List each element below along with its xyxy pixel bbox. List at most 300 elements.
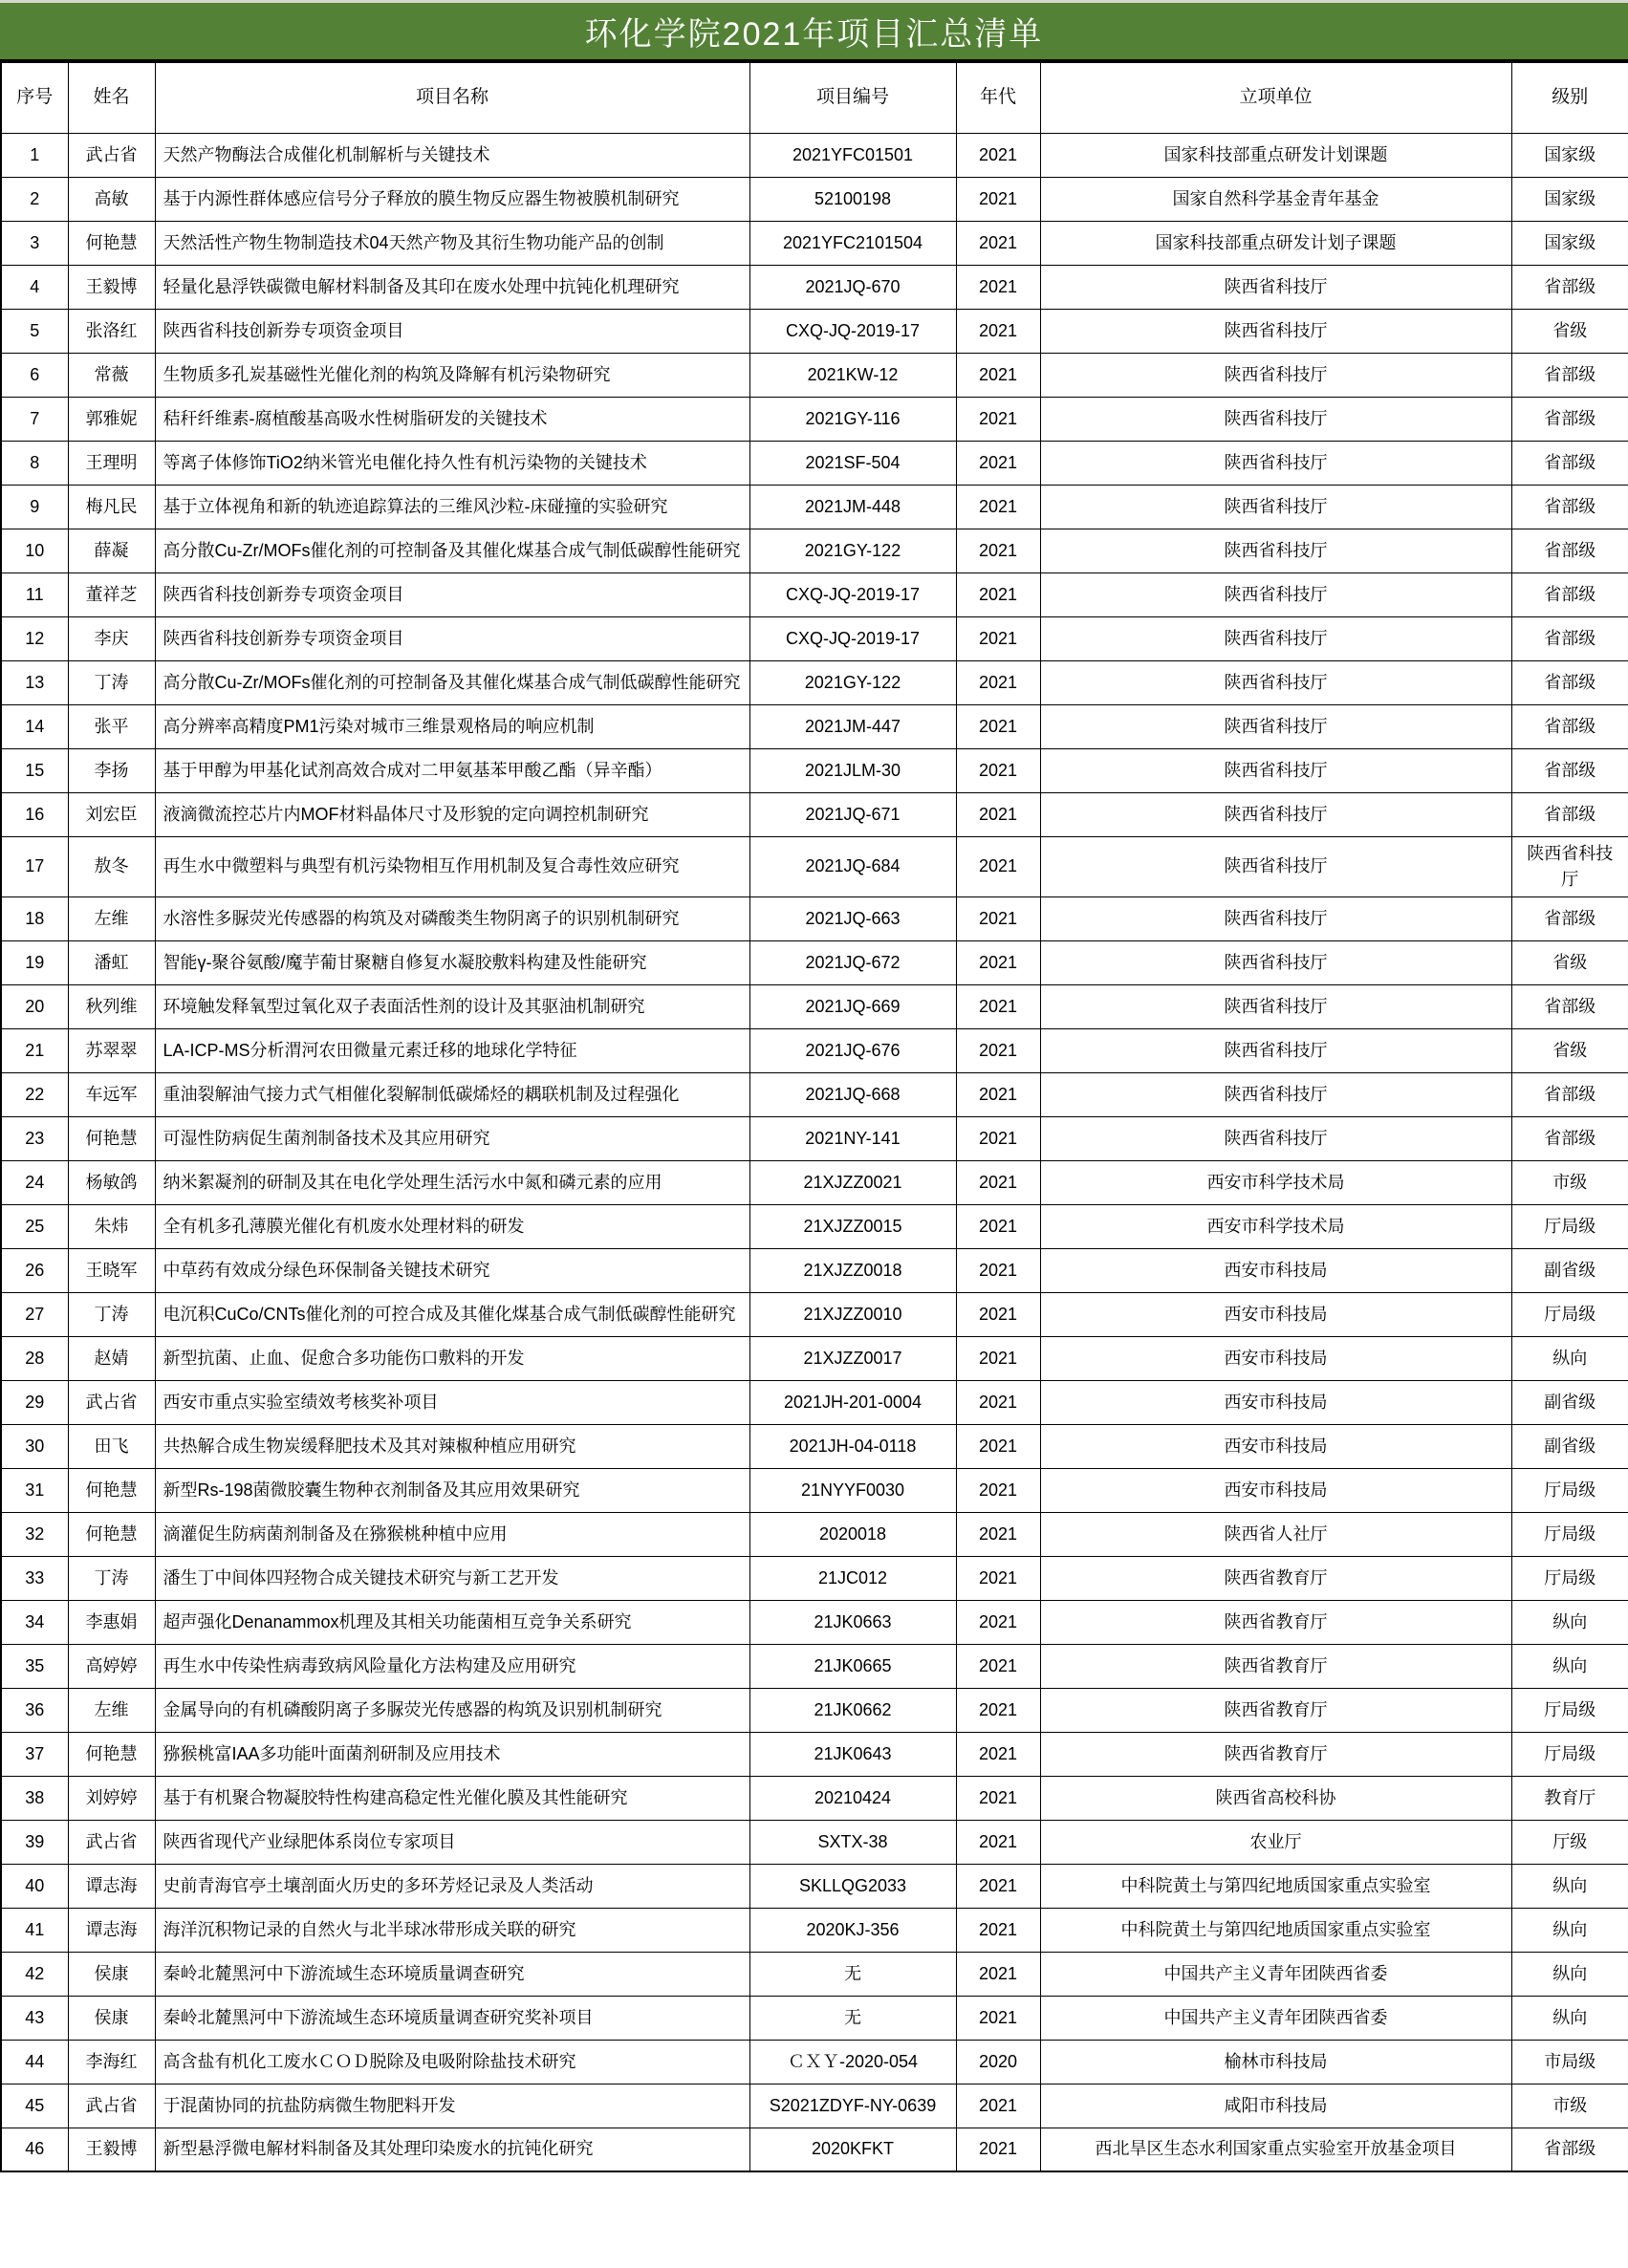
cell-name: 丁涛 <box>68 660 155 704</box>
cell-name: 朱炜 <box>68 1204 155 1248</box>
cell-unit: 陕西省教育厅 <box>1040 1688 1511 1732</box>
cell-project-no: 2020KFKT <box>749 2128 956 2171</box>
cell-unit: 陕西省科技厅 <box>1040 1028 1511 1072</box>
cell-project-name: 滴灌促生防病菌剂制备及在猕猴桃种植中应用 <box>155 1512 749 1556</box>
cell-project-name: 西安市重点实验室绩效考核奖补项目 <box>155 1380 749 1424</box>
cell-project-no: 21JK0665 <box>749 1644 956 1688</box>
cell-level: 省部级 <box>1511 792 1628 836</box>
cell-name: 刘宏臣 <box>68 792 155 836</box>
cell-unit: 陕西省科技厅 <box>1040 265 1511 309</box>
cell-name: 敖冬 <box>68 836 155 896</box>
cell-seq: 19 <box>1 940 68 984</box>
cell-project-no: 2021JQ-670 <box>749 265 956 309</box>
cell-unit: 西安市科技局 <box>1040 1336 1511 1380</box>
cell-unit: 陕西省科技厅 <box>1040 836 1511 896</box>
table-row <box>1 1688 1628 1732</box>
table-row <box>1 1644 1628 1688</box>
cell-level: 国家级 <box>1511 221 1628 265</box>
cell-level: 省部级 <box>1511 704 1628 748</box>
cell-project-name: 液滴微流控芯片内MOF材料晶体尺寸及形貌的定向调控机制研究 <box>155 792 749 836</box>
cell-level: 厅局级 <box>1511 1468 1628 1512</box>
cell-level: 纵向 <box>1511 1864 1628 1908</box>
cell-unit: 西安市科技局 <box>1040 1248 1511 1292</box>
cell-project-name: 潘生丁中间体四羟物合成关键技术研究与新工艺开发 <box>155 1556 749 1600</box>
cell-unit: 陕西省科技厅 <box>1040 485 1511 529</box>
cell-year: 2021 <box>956 397 1040 441</box>
table-row <box>1 1292 1628 1336</box>
table-row <box>1 2040 1628 2084</box>
table-row <box>1 748 1628 792</box>
table-row <box>1 2084 1628 2128</box>
cell-project-no: CXQ-JQ-2019-17 <box>749 616 956 660</box>
cell-project-name: 中草药有效成分绿色环保制备关键技术研究 <box>155 1248 749 1292</box>
cell-unit: 国家科技部重点研发计划子课题 <box>1040 221 1511 265</box>
cell-project-name: 生物质多孔炭基磁性光催化剂的构筑及降解有机污染物研究 <box>155 353 749 397</box>
cell-project-no: 2021NY-141 <box>749 1116 956 1160</box>
table-row <box>1 1116 1628 1160</box>
cell-level: 省部级 <box>1511 984 1628 1028</box>
header-project-no: 项目编号 <box>749 62 956 133</box>
cell-year: 2021 <box>956 1336 1040 1380</box>
cell-year: 2021 <box>956 485 1040 529</box>
cell-seq: 1 <box>1 133 68 177</box>
cell-level: 省部级 <box>1511 485 1628 529</box>
cell-seq: 33 <box>1 1556 68 1600</box>
cell-name: 左维 <box>68 1688 155 1732</box>
cell-project-name: 高分散Cu-Zr/MOFs催化剂的可控制备及其催化煤基合成气制低碳醇性能研究 <box>155 529 749 572</box>
cell-unit: 农业厅 <box>1040 1820 1511 1864</box>
cell-project-no: 无 <box>749 1996 956 2040</box>
cell-name: 何艳慧 <box>68 1116 155 1160</box>
cell-seq: 11 <box>1 572 68 616</box>
cell-project-no: 2021YFC2101504 <box>749 221 956 265</box>
cell-name: 王毅博 <box>68 2128 155 2171</box>
cell-unit: 中国共产主义青年团陕西省委 <box>1040 1952 1511 1996</box>
cell-name: 杨敏鸽 <box>68 1160 155 1204</box>
cell-seq: 29 <box>1 1380 68 1424</box>
cell-name: 武占省 <box>68 2084 155 2128</box>
cell-unit: 榆林市科技局 <box>1040 2040 1511 2084</box>
cell-project-name: 陕西省科技创新券专项资金项目 <box>155 309 749 353</box>
cell-level: 副省级 <box>1511 1380 1628 1424</box>
cell-year: 2021 <box>956 1952 1040 1996</box>
table-row <box>1 2128 1628 2171</box>
cell-unit: 西安市科技局 <box>1040 1424 1511 1468</box>
header-level: 级别 <box>1511 62 1628 133</box>
cell-name: 何艳慧 <box>68 1468 155 1512</box>
cell-level: 厅局级 <box>1511 1204 1628 1248</box>
cell-level: 国家级 <box>1511 133 1628 177</box>
cell-project-no: 2021GY-116 <box>749 397 956 441</box>
cell-project-name: 基于立体视角和新的轨迹追踪算法的三维风沙粒-床碰撞的实验研究 <box>155 485 749 529</box>
cell-project-no: 21XJZZ0018 <box>749 1248 956 1292</box>
cell-unit: 国家科技部重点研发计划课题 <box>1040 133 1511 177</box>
cell-year: 2021 <box>956 940 1040 984</box>
cell-project-name: 陕西省科技创新券专项资金项目 <box>155 616 749 660</box>
cell-name: 常薇 <box>68 353 155 397</box>
cell-level: 教育厅 <box>1511 1776 1628 1820</box>
cell-level: 厅局级 <box>1511 1732 1628 1776</box>
cell-project-no: 2021JQ-663 <box>749 896 956 940</box>
cell-seq: 41 <box>1 1908 68 1952</box>
cell-unit: 陕西省科技厅 <box>1040 1116 1511 1160</box>
cell-level: 省级 <box>1511 1028 1628 1072</box>
table-row <box>1 1160 1628 1204</box>
cell-year: 2021 <box>956 1116 1040 1160</box>
cell-unit: 西安市科学技术局 <box>1040 1160 1511 1204</box>
table-row <box>1 1996 1628 2040</box>
cell-level: 省部级 <box>1511 896 1628 940</box>
cell-level: 省部级 <box>1511 529 1628 572</box>
cell-name: 丁涛 <box>68 1556 155 1600</box>
cell-project-no: 2021JQ-672 <box>749 940 956 984</box>
cell-name: 谭志海 <box>68 1864 155 1908</box>
cell-level: 副省级 <box>1511 1424 1628 1468</box>
table-row <box>1 1468 1628 1512</box>
cell-seq: 13 <box>1 660 68 704</box>
cell-project-no: ＣＸＹ-2020-054 <box>749 2040 956 2084</box>
cell-unit: 陕西省科技厅 <box>1040 572 1511 616</box>
cell-year: 2021 <box>956 792 1040 836</box>
cell-project-name: 高分辨率高精度PM1污染对城市三维景观格局的响应机制 <box>155 704 749 748</box>
cell-project-no: 2021JQ-671 <box>749 792 956 836</box>
table-row <box>1 660 1628 704</box>
cell-project-no: 2021JQ-676 <box>749 1028 956 1072</box>
cell-name: 薛凝 <box>68 529 155 572</box>
cell-project-no: 2021GY-122 <box>749 529 956 572</box>
cell-project-no: 21JK0663 <box>749 1600 956 1644</box>
cell-year: 2021 <box>956 748 1040 792</box>
cell-year: 2021 <box>956 1688 1040 1732</box>
table-row <box>1 1908 1628 1952</box>
cell-year: 2021 <box>956 265 1040 309</box>
cell-level: 省部级 <box>1511 265 1628 309</box>
cell-year: 2021 <box>956 353 1040 397</box>
cell-level: 厅局级 <box>1511 1292 1628 1336</box>
cell-year: 2021 <box>956 1732 1040 1776</box>
cell-year: 2021 <box>956 1864 1040 1908</box>
cell-seq: 6 <box>1 353 68 397</box>
cell-name: 刘婷婷 <box>68 1776 155 1820</box>
cell-year: 2021 <box>956 616 1040 660</box>
cell-level: 厅级 <box>1511 1820 1628 1864</box>
table-row <box>1 1512 1628 1556</box>
cell-unit: 西安市科学技术局 <box>1040 1204 1511 1248</box>
cell-name: 王理明 <box>68 441 155 485</box>
table-row <box>1 896 1628 940</box>
cell-seq: 34 <box>1 1600 68 1644</box>
cell-unit: 陕西省高校科协 <box>1040 1776 1511 1820</box>
table-body <box>1 133 1628 2171</box>
cell-project-name: 可湿性防病促生菌剂制备技术及其应用研究 <box>155 1116 749 1160</box>
cell-project-name: 新型抗菌、止血、促愈合多功能伤口敷料的开发 <box>155 1336 749 1380</box>
cell-name: 张平 <box>68 704 155 748</box>
cell-seq: 42 <box>1 1952 68 1996</box>
cell-level: 市级 <box>1511 2084 1628 2128</box>
cell-year: 2021 <box>956 133 1040 177</box>
cell-name: 何艳慧 <box>68 221 155 265</box>
cell-level: 国家级 <box>1511 177 1628 221</box>
cell-level: 省部级 <box>1511 748 1628 792</box>
table-row <box>1 441 1628 485</box>
table-row <box>1 1864 1628 1908</box>
cell-project-no: 2020018 <box>749 1512 956 1556</box>
cell-name: 梅凡民 <box>68 485 155 529</box>
cell-seq: 2 <box>1 177 68 221</box>
table-row <box>1 529 1628 572</box>
cell-project-no: 21JC012 <box>749 1556 956 1600</box>
cell-year: 2021 <box>956 221 1040 265</box>
cell-level: 省级 <box>1511 309 1628 353</box>
cell-project-no: 2021JH-201-0004 <box>749 1380 956 1424</box>
cell-level: 市级 <box>1511 1160 1628 1204</box>
cell-project-name: LA-ICP-MS分析渭河农田微量元素迁移的地球化学特征 <box>155 1028 749 1072</box>
cell-level: 省部级 <box>1511 616 1628 660</box>
cell-name: 苏翠翠 <box>68 1028 155 1072</box>
cell-year: 2021 <box>956 1248 1040 1292</box>
cell-level: 副省级 <box>1511 1248 1628 1292</box>
cell-project-no: 21XJZZ0010 <box>749 1292 956 1336</box>
table-row <box>1 572 1628 616</box>
cell-unit: 陕西省科技厅 <box>1040 940 1511 984</box>
cell-level: 省部级 <box>1511 1116 1628 1160</box>
cell-project-name: 猕猴桃富IAA多功能叶面菌剂研制及应用技术 <box>155 1732 749 1776</box>
table-row <box>1 1600 1628 1644</box>
cell-year: 2021 <box>956 1776 1040 1820</box>
cell-seq: 27 <box>1 1292 68 1336</box>
cell-unit: 中国共产主义青年团陕西省委 <box>1040 1996 1511 2040</box>
header-unit: 立项单位 <box>1040 62 1511 133</box>
cell-level: 省级 <box>1511 940 1628 984</box>
table-row <box>1 984 1628 1028</box>
cell-year: 2021 <box>956 660 1040 704</box>
cell-year: 2021 <box>956 1028 1040 1072</box>
cell-unit: 陕西省科技厅 <box>1040 704 1511 748</box>
cell-project-name: 秦岭北麓黑河中下游流域生态环境质量调查研究 <box>155 1952 749 1996</box>
cell-unit: 陕西省科技厅 <box>1040 984 1511 1028</box>
table-row <box>1 1336 1628 1380</box>
cell-project-no: 21XJZZ0021 <box>749 1160 956 1204</box>
cell-project-name: 陕西省科技创新券专项资金项目 <box>155 572 749 616</box>
table-row <box>1 1952 1628 1996</box>
cell-seq: 32 <box>1 1512 68 1556</box>
cell-year: 2021 <box>956 309 1040 353</box>
cell-seq: 21 <box>1 1028 68 1072</box>
cell-level: 省部级 <box>1511 660 1628 704</box>
cell-unit: 陕西省科技厅 <box>1040 748 1511 792</box>
cell-unit: 国家自然科学基金青年基金 <box>1040 177 1511 221</box>
cell-project-name: 高含盐有机化工废水ＣＯＤ脱除及电吸附除盐技术研究 <box>155 2040 749 2084</box>
page-title: 环化学院2021年项目汇总清单 <box>584 16 1044 53</box>
cell-seq: 39 <box>1 1820 68 1864</box>
cell-project-no: SKLLQG2033 <box>749 1864 956 1908</box>
table-row <box>1 353 1628 397</box>
cell-name: 何艳慧 <box>68 1512 155 1556</box>
cell-level: 省部级 <box>1511 441 1628 485</box>
cell-project-no: 52100198 <box>749 177 956 221</box>
table-row <box>1 221 1628 265</box>
cell-year: 2021 <box>956 1600 1040 1644</box>
table-row <box>1 1556 1628 1600</box>
cell-project-no: 21XJZZ0015 <box>749 1204 956 1248</box>
cell-seq: 14 <box>1 704 68 748</box>
cell-seq: 5 <box>1 309 68 353</box>
table-row <box>1 1820 1628 1864</box>
cell-unit: 陕西省教育厅 <box>1040 1644 1511 1688</box>
cell-project-no: 2021KW-12 <box>749 353 956 397</box>
table-row <box>1 1204 1628 1248</box>
cell-unit: 陕西省科技厅 <box>1040 792 1511 836</box>
cell-year: 2021 <box>956 1908 1040 1952</box>
cell-level: 省部级 <box>1511 2128 1628 2171</box>
cell-project-no: CXQ-JQ-2019-17 <box>749 309 956 353</box>
cell-seq: 37 <box>1 1732 68 1776</box>
cell-level: 厅局级 <box>1511 1688 1628 1732</box>
cell-project-no: S2021ZDYF-NY-0639 <box>749 2084 956 2128</box>
cell-project-name: 智能γ-聚谷氨酸/魔芋葡甘聚糖自修复水凝胶敷料构建及性能研究 <box>155 940 749 984</box>
cell-level: 省部级 <box>1511 353 1628 397</box>
cell-unit: 陕西省科技厅 <box>1040 441 1511 485</box>
cell-level: 陕西省科技厅 <box>1511 836 1628 896</box>
table-row <box>1 704 1628 748</box>
cell-seq: 9 <box>1 485 68 529</box>
cell-unit: 西安市科技局 <box>1040 1380 1511 1424</box>
cell-seq: 38 <box>1 1776 68 1820</box>
header-year: 年代 <box>956 62 1040 133</box>
cell-name: 张洛红 <box>68 309 155 353</box>
cell-project-no: 2021JQ-669 <box>749 984 956 1028</box>
header-seq: 序号 <box>1 62 68 133</box>
cell-project-name: 环境触发释氧型过氧化双子表面活性剂的设计及其驱油机制研究 <box>155 984 749 1028</box>
cell-unit: 陕西省科技厅 <box>1040 353 1511 397</box>
cell-level: 纵向 <box>1511 1644 1628 1688</box>
cell-project-name: 陕西省现代产业绿肥体系岗位专家项目 <box>155 1820 749 1864</box>
cell-project-name: 等离子体修饰TiO2纳米管光电催化持久性有机污染物的关键技术 <box>155 441 749 485</box>
cell-project-no: 2021JM-447 <box>749 704 956 748</box>
cell-level: 省部级 <box>1511 397 1628 441</box>
cell-unit: 陕西省教育厅 <box>1040 1600 1511 1644</box>
cell-project-name: 新型Rs-198菌微胶囊生物种衣剂制备及其应用效果研究 <box>155 1468 749 1512</box>
table-header <box>1 62 1628 133</box>
cell-project-name: 于混菌协同的抗盐防病微生物肥料开发 <box>155 2084 749 2128</box>
cell-name: 高婷婷 <box>68 1644 155 1688</box>
cell-year: 2021 <box>956 1820 1040 1864</box>
cell-seq: 46 <box>1 2128 68 2171</box>
cell-unit: 西北旱区生态水利国家重点实验室开放基金项目 <box>1040 2128 1511 2171</box>
cell-year: 2021 <box>956 1644 1040 1688</box>
cell-seq: 18 <box>1 896 68 940</box>
cell-name: 郭雅妮 <box>68 397 155 441</box>
table-row <box>1 1776 1628 1820</box>
cell-project-name: 金属导向的有机磷酸阴离子多脲荧光传感器的构筑及识别机制研究 <box>155 1688 749 1732</box>
cell-seq: 35 <box>1 1644 68 1688</box>
cell-seq: 16 <box>1 792 68 836</box>
cell-name: 何艳慧 <box>68 1732 155 1776</box>
cell-name: 秋列维 <box>68 984 155 1028</box>
cell-project-name: 水溶性多脲荧光传感器的构筑及对磷酸类生物阴离子的识别机制研究 <box>155 896 749 940</box>
cell-unit: 陕西省教育厅 <box>1040 1556 1511 1600</box>
table-row <box>1 397 1628 441</box>
cell-name: 李扬 <box>68 748 155 792</box>
cell-project-name: 新型悬浮微电解材料制备及其处理印染废水的抗钝化研究 <box>155 2128 749 2171</box>
cell-unit: 咸阳市科技局 <box>1040 2084 1511 2128</box>
cell-year: 2021 <box>956 1424 1040 1468</box>
cell-project-name: 电沉积CuCo/CNTs催化剂的可控合成及其催化煤基合成气制低碳醇性能研究 <box>155 1292 749 1336</box>
cell-seq: 8 <box>1 441 68 485</box>
cell-project-name: 天然活性产物生物制造技术04天然产物及其衍生物功能产品的创制 <box>155 221 749 265</box>
cell-seq: 22 <box>1 1072 68 1116</box>
cell-year: 2021 <box>956 984 1040 1028</box>
cell-year: 2021 <box>956 1292 1040 1336</box>
cell-seq: 17 <box>1 836 68 896</box>
cell-unit: 陕西省科技厅 <box>1040 616 1511 660</box>
cell-project-name: 共热解合成生物炭缓释肥技术及其对辣椒种植应用研究 <box>155 1424 749 1468</box>
cell-name: 李惠娟 <box>68 1600 155 1644</box>
cell-year: 2021 <box>956 1160 1040 1204</box>
cell-unit: 陕西省教育厅 <box>1040 1732 1511 1776</box>
cell-year: 2021 <box>956 1204 1040 1248</box>
table-row <box>1 940 1628 984</box>
table-row <box>1 792 1628 836</box>
cell-level: 厅局级 <box>1511 1556 1628 1600</box>
cell-level: 纵向 <box>1511 1952 1628 1996</box>
cell-year: 2021 <box>956 1468 1040 1512</box>
cell-project-name: 全有机多孔薄膜光催化有机废水处理材料的研发 <box>155 1204 749 1248</box>
table-row <box>1 485 1628 529</box>
cell-unit: 陕西省科技厅 <box>1040 309 1511 353</box>
cell-project-name: 基于甲醇为甲基化试剂高效合成对二甲氨基苯甲酸乙酯（异辛酯） <box>155 748 749 792</box>
cell-project-no: 2020KJ-356 <box>749 1908 956 1952</box>
cell-seq: 3 <box>1 221 68 265</box>
cell-seq: 23 <box>1 1116 68 1160</box>
cell-project-no: 2021GY-122 <box>749 660 956 704</box>
cell-seq: 4 <box>1 265 68 309</box>
cell-unit: 陕西省人社厅 <box>1040 1512 1511 1556</box>
cell-seq: 15 <box>1 748 68 792</box>
cell-seq: 30 <box>1 1424 68 1468</box>
cell-project-no: 2021JQ-684 <box>749 836 956 896</box>
cell-year: 2021 <box>956 836 1040 896</box>
cell-unit: 陕西省科技厅 <box>1040 896 1511 940</box>
cell-name: 武占省 <box>68 133 155 177</box>
cell-project-no: 20210424 <box>749 1776 956 1820</box>
cell-unit: 中科院黄土与第四纪地质国家重点实验室 <box>1040 1908 1511 1952</box>
header-project-name: 项目名称 <box>155 62 749 133</box>
header-name: 姓名 <box>68 62 155 133</box>
cell-unit: 陕西省科技厅 <box>1040 397 1511 441</box>
project-summary-table <box>0 61 1628 2172</box>
cell-project-no: 2021JM-448 <box>749 485 956 529</box>
cell-name: 武占省 <box>68 1820 155 1864</box>
cell-name: 丁涛 <box>68 1292 155 1336</box>
cell-project-name: 再生水中微塑料与典型有机污染物相互作用机制及复合毒性效应研究 <box>155 836 749 896</box>
cell-level: 纵向 <box>1511 1908 1628 1952</box>
cell-level: 纵向 <box>1511 1336 1628 1380</box>
cell-unit: 西安市科技局 <box>1040 1468 1511 1512</box>
cell-year: 2021 <box>956 529 1040 572</box>
cell-level: 省部级 <box>1511 572 1628 616</box>
cell-year: 2021 <box>956 2084 1040 2128</box>
cell-year: 2021 <box>956 1380 1040 1424</box>
cell-project-no: 21NYYF0030 <box>749 1468 956 1512</box>
cell-year: 2021 <box>956 1556 1040 1600</box>
cell-level: 市局级 <box>1511 2040 1628 2084</box>
table-row <box>1 177 1628 221</box>
cell-level: 纵向 <box>1511 1996 1628 2040</box>
table-row <box>1 309 1628 353</box>
cell-name: 高敏 <box>68 177 155 221</box>
cell-project-no: SXTX-38 <box>749 1820 956 1864</box>
